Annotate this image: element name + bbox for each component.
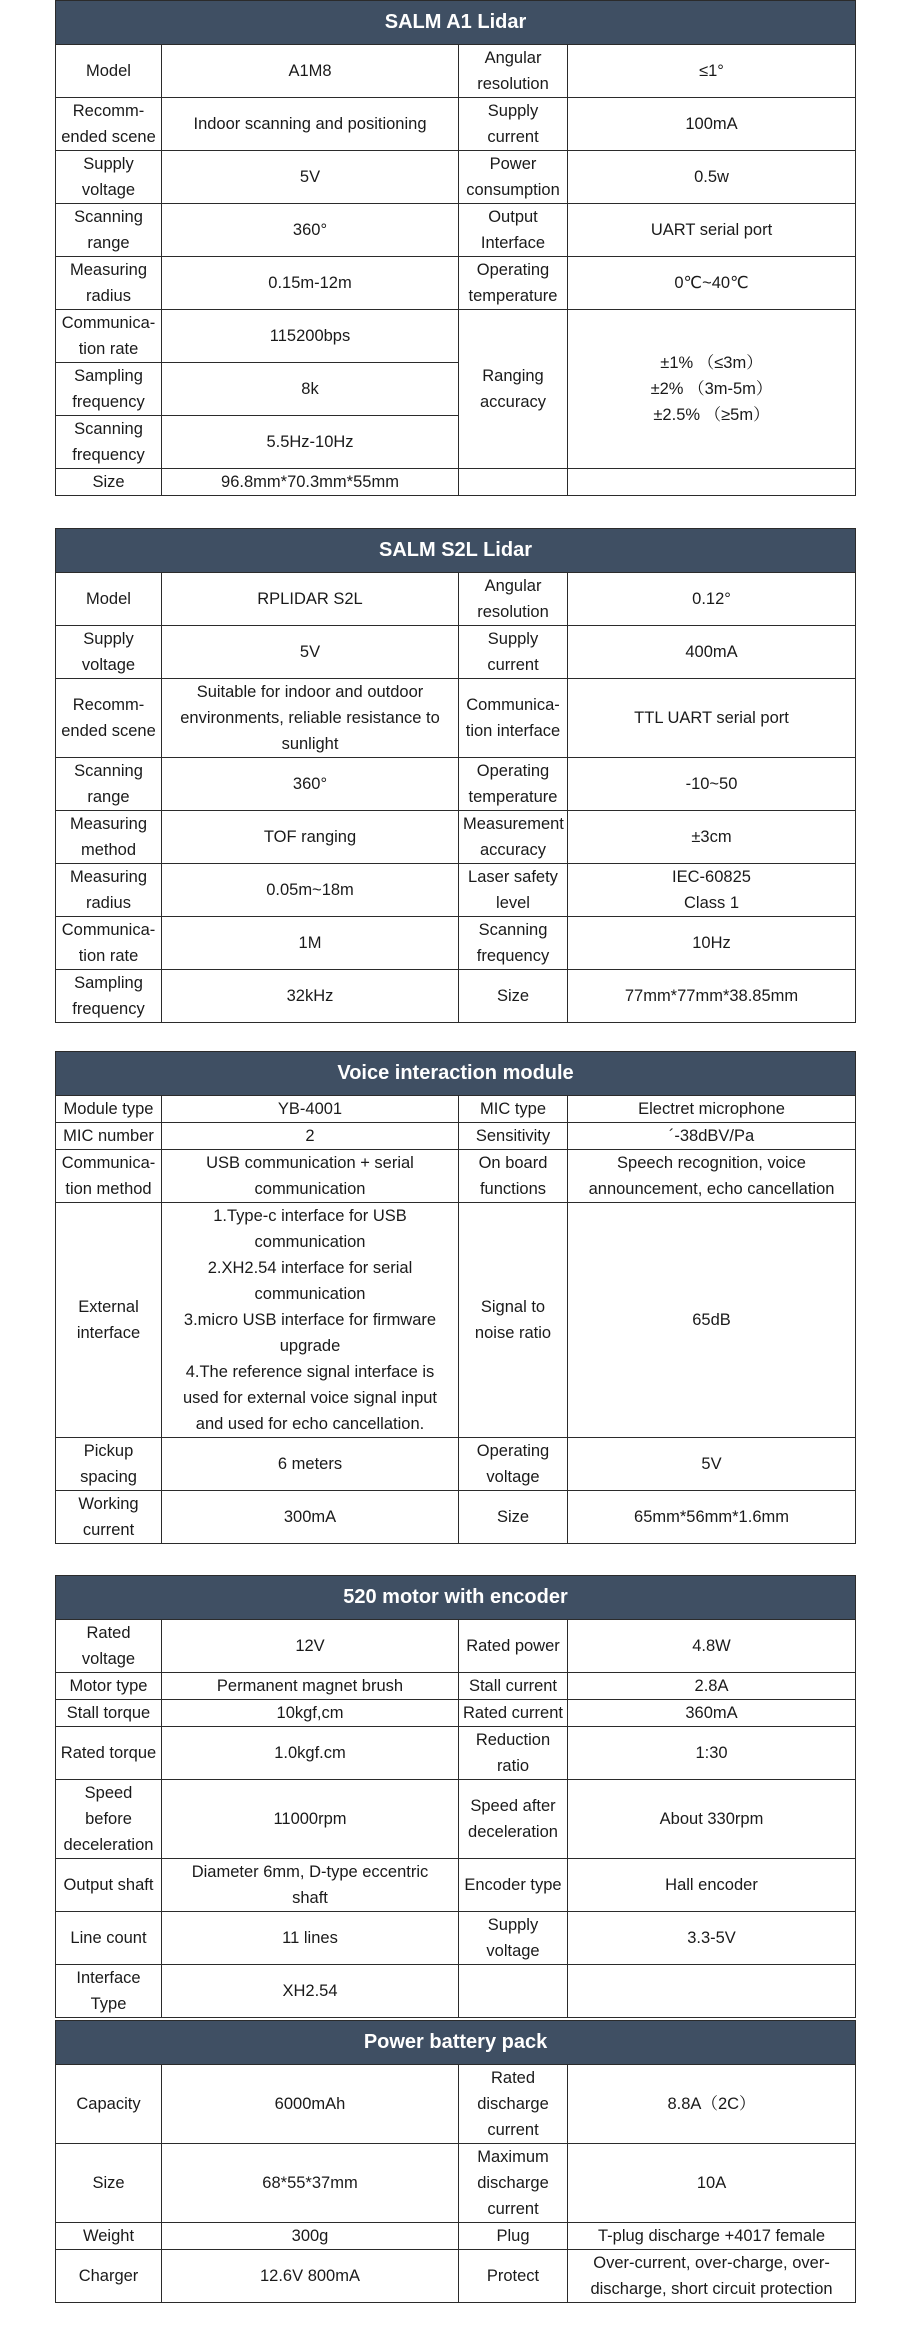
table-title: SALM A1 Lidar — [56, 1, 856, 45]
spec-label: Protect — [459, 2250, 568, 2303]
spec-value: Suitable for indoor and outdoor environments, reliable resistance to sunlight — [162, 679, 459, 758]
spec-value — [568, 469, 856, 496]
spec-table-salm-s2l-lidar — [55, 528, 856, 1023]
spec-value: 1.0kgf.cm — [162, 1727, 459, 1780]
spec-label: Supply voltage — [459, 1912, 568, 1965]
spec-label: Line count — [56, 1912, 162, 1965]
spec-value: IEC-60825 Class 1 — [568, 864, 856, 917]
spec-label: Operating voltage — [459, 1438, 568, 1491]
spec-value: 32kHz — [162, 970, 459, 1023]
spec-value: 12.6V 800mA — [162, 2250, 459, 2303]
spec-label: Reduction ratio — [459, 1727, 568, 1780]
table-row — [56, 917, 856, 970]
spec-label: Model — [56, 45, 162, 98]
spec-label: Weight — [56, 2223, 162, 2250]
spec-label: Measurement accuracy — [459, 811, 568, 864]
spec-value: 1M — [162, 917, 459, 970]
spec-label: Sampling frequency — [56, 970, 162, 1023]
spec-value: Electret microphone — [568, 1096, 856, 1123]
spec-label: Supply current — [459, 98, 568, 151]
table-row — [56, 45, 856, 98]
spec-label: Supply voltage — [56, 626, 162, 679]
spec-label: Supply voltage — [56, 151, 162, 204]
spec-value: Indoor scanning and positioning — [162, 98, 459, 151]
spec-value: 3.3-5V — [568, 1912, 856, 1965]
table-row — [56, 1700, 856, 1727]
spec-label: Operating temperature — [459, 758, 568, 811]
spec-label — [459, 1965, 568, 2018]
spec-value: 2 — [162, 1123, 459, 1150]
spec-value: T-plug discharge +4017 female — [568, 2223, 856, 2250]
spec-value — [568, 1965, 856, 2018]
spec-label: Encoder type — [459, 1859, 568, 1912]
spec-value: 96.8mm*70.3mm*55mm — [162, 469, 459, 496]
table-row — [56, 1620, 856, 1673]
spec-value: 65mm*56mm*1.6mm — [568, 1491, 856, 1544]
spec-value: Hall encoder — [568, 1859, 856, 1912]
spec-value: USB communication + serial communication — [162, 1150, 459, 1203]
table-row — [56, 2223, 856, 2250]
table-row — [56, 626, 856, 679]
spec-value: 6 meters — [162, 1438, 459, 1491]
table-row — [56, 98, 856, 151]
spec-value: XH2.54 — [162, 1965, 459, 2018]
spec-value: -10~50 — [568, 758, 856, 811]
spec-value: 5V — [162, 626, 459, 679]
spec-value: ≤1° — [568, 45, 856, 98]
table-row — [56, 151, 856, 204]
spec-label — [459, 469, 568, 496]
spec-value: 0.05m~18m — [162, 864, 459, 917]
spec-value: 68*55*37mm — [162, 2144, 459, 2223]
spec-value: 300mA — [162, 1491, 459, 1544]
spec-label: Size — [56, 2144, 162, 2223]
spec-table-power-battery-pack — [55, 2020, 856, 2303]
spec-label: Angular resolution — [459, 45, 568, 98]
spec-value: TOF ranging — [162, 811, 459, 864]
spec-value: 8.8A（2C） — [568, 2065, 856, 2144]
spec-label: Operating temperature — [459, 257, 568, 310]
spec-label: Sampling frequency — [56, 363, 162, 416]
spec-label: Communica- tion rate — [56, 310, 162, 363]
spec-value: 8k — [162, 363, 459, 416]
spec-value: 65dB — [568, 1203, 856, 1438]
spec-label: Output Interface — [459, 204, 568, 257]
spec-label: Charger — [56, 2250, 162, 2303]
spec-label: Plug — [459, 2223, 568, 2250]
spec-label: Motor type — [56, 1673, 162, 1700]
spec-value: TTL UART serial port — [568, 679, 856, 758]
table-row — [56, 2065, 856, 2144]
table-row — [56, 970, 856, 1023]
table-row — [56, 257, 856, 310]
spec-label: Size — [56, 469, 162, 496]
spec-value: 360mA — [568, 1700, 856, 1727]
spec-value: 400mA — [568, 626, 856, 679]
table-row — [56, 864, 856, 917]
spec-value: 5V — [568, 1438, 856, 1491]
spec-label: Laser safety level — [459, 864, 568, 917]
spec-label: Sensitivity — [459, 1123, 568, 1150]
spec-label: Recomm- ended scene — [56, 98, 162, 151]
spec-value: 11000rpm — [162, 1780, 459, 1859]
spec-value: RPLIDAR S2L — [162, 573, 459, 626]
spec-value: Over-current, over-charge, over- discharge, short circuit protection — [568, 2250, 856, 2303]
spec-value: 360° — [162, 204, 459, 257]
spec-value: UART serial port — [568, 204, 856, 257]
spec-label: Communica- tion rate — [56, 917, 162, 970]
table-title: Voice interaction module — [56, 1052, 856, 1096]
spec-label: Angular resolution — [459, 573, 568, 626]
spec-value: 77mm*77mm*38.85mm — [568, 970, 856, 1023]
spec-label: Capacity — [56, 2065, 162, 2144]
spec-label: Recomm- ended scene — [56, 679, 162, 758]
spec-value: ±1% （≤3m） ±2% （3m-5m） ±2.5% （≥5m） — [568, 310, 856, 469]
spec-label: On board functions — [459, 1150, 568, 1203]
spec-label: Scanning range — [56, 758, 162, 811]
spec-label: MIC number — [56, 1123, 162, 1150]
spec-value: 10Hz — [568, 917, 856, 970]
spec-label: Rated voltage — [56, 1620, 162, 1673]
table-row — [56, 2250, 856, 2303]
table-row — [56, 2144, 856, 2223]
table-row — [56, 1780, 856, 1859]
spec-label: Size — [459, 1491, 568, 1544]
spec-label: Scanning frequency — [56, 416, 162, 469]
table-row — [56, 758, 856, 811]
spec-value: 5V — [162, 151, 459, 204]
table-row — [56, 1491, 856, 1544]
spec-label: Stall torque — [56, 1700, 162, 1727]
spec-value: 0.12° — [568, 573, 856, 626]
spec-label: External interface — [56, 1203, 162, 1438]
spec-value: 6000mAh — [162, 2065, 459, 2144]
table-row — [56, 204, 856, 257]
spec-label: Communica- tion interface — [459, 679, 568, 758]
spec-label: Stall current — [459, 1673, 568, 1700]
spec-label: Working current — [56, 1491, 162, 1544]
spec-label: Communica- tion method — [56, 1150, 162, 1203]
table-row — [56, 1912, 856, 1965]
spec-label: Interface Type — [56, 1965, 162, 2018]
spec-table-520-motor-with-encoder — [55, 1575, 856, 2018]
spec-value: Speech recognition, voice announcement, echo cancellation — [568, 1150, 856, 1203]
spec-value: 300g — [162, 2223, 459, 2250]
spec-value: ±3cm — [568, 811, 856, 864]
table-row — [56, 1096, 856, 1123]
table-row — [56, 1965, 856, 2018]
spec-label: Model — [56, 573, 162, 626]
spec-label: MIC type — [459, 1096, 568, 1123]
spec-label: Speed before deceleration — [56, 1780, 162, 1859]
table-title: 520 motor with encoder — [56, 1576, 856, 1620]
table-row — [56, 1859, 856, 1912]
spec-label: Signal to noise ratio — [459, 1203, 568, 1438]
spec-label: Rated torque — [56, 1727, 162, 1780]
spec-value: 5.5Hz-10Hz — [162, 416, 459, 469]
spec-label: Speed after deceleration — [459, 1780, 568, 1859]
spec-value: 11 lines — [162, 1912, 459, 1965]
table-row — [56, 679, 856, 758]
spec-label: Measuring radius — [56, 257, 162, 310]
table-row — [56, 310, 856, 363]
spec-value: ´-38dBV/Pa — [568, 1123, 856, 1150]
spec-value: 1:30 — [568, 1727, 856, 1780]
spec-value: 10A — [568, 2144, 856, 2223]
spec-value: 2.8A — [568, 1673, 856, 1700]
table-row — [56, 469, 856, 496]
spec-value: 0℃~40℃ — [568, 257, 856, 310]
spec-label: Ranging accuracy — [459, 310, 568, 469]
spec-value: 4.8W — [568, 1620, 856, 1673]
table-row — [56, 1673, 856, 1700]
spec-label: Output shaft — [56, 1859, 162, 1912]
table-row — [56, 1438, 856, 1491]
spec-value: 0.15m-12m — [162, 257, 459, 310]
spec-value: Permanent magnet brush — [162, 1673, 459, 1700]
spec-label: Rated discharge current — [459, 2065, 568, 2144]
spec-label: Scanning range — [56, 204, 162, 257]
spec-value: 12V — [162, 1620, 459, 1673]
spec-label: Supply current — [459, 626, 568, 679]
spec-table-voice-interaction-module — [55, 1051, 856, 1544]
spec-value: 115200bps — [162, 310, 459, 363]
spec-value: 1.Type-c interface for USB communication 2.XH2.54 interface for serial communication 3.micro USB interface for firmware upgrade 4.The reference signal interface is used for external voice signal input and used for echo cancellation. — [162, 1203, 459, 1438]
spec-label: Scanning frequency — [459, 917, 568, 970]
spec-value: YB-4001 — [162, 1096, 459, 1123]
spec-label: Size — [459, 970, 568, 1023]
spec-value: A1M8 — [162, 45, 459, 98]
spec-label: Measuring method — [56, 811, 162, 864]
spec-label: Pickup spacing — [56, 1438, 162, 1491]
spec-label: Module type — [56, 1096, 162, 1123]
spec-value: Diameter 6mm, D-type eccentric shaft — [162, 1859, 459, 1912]
table-row — [56, 811, 856, 864]
spec-value: 100mA — [568, 98, 856, 151]
spec-label: Rated current — [459, 1700, 568, 1727]
spec-label: Measuring radius — [56, 864, 162, 917]
table-row — [56, 1203, 856, 1438]
spec-label: Maximum discharge current — [459, 2144, 568, 2223]
spec-label: Power consumption — [459, 151, 568, 204]
spec-value: 0.5w — [568, 151, 856, 204]
table-row — [56, 573, 856, 626]
spec-value: 10kgf,cm — [162, 1700, 459, 1727]
spec-value: 360° — [162, 758, 459, 811]
table-title: SALM S2L Lidar — [56, 529, 856, 573]
spec-label: Rated power — [459, 1620, 568, 1673]
table-row — [56, 1150, 856, 1203]
table-row — [56, 1123, 856, 1150]
spec-value: About 330rpm — [568, 1780, 856, 1859]
table-title: Power battery pack — [56, 2021, 856, 2065]
table-row — [56, 1727, 856, 1780]
spec-table-salm-a1-lidar — [55, 0, 856, 496]
